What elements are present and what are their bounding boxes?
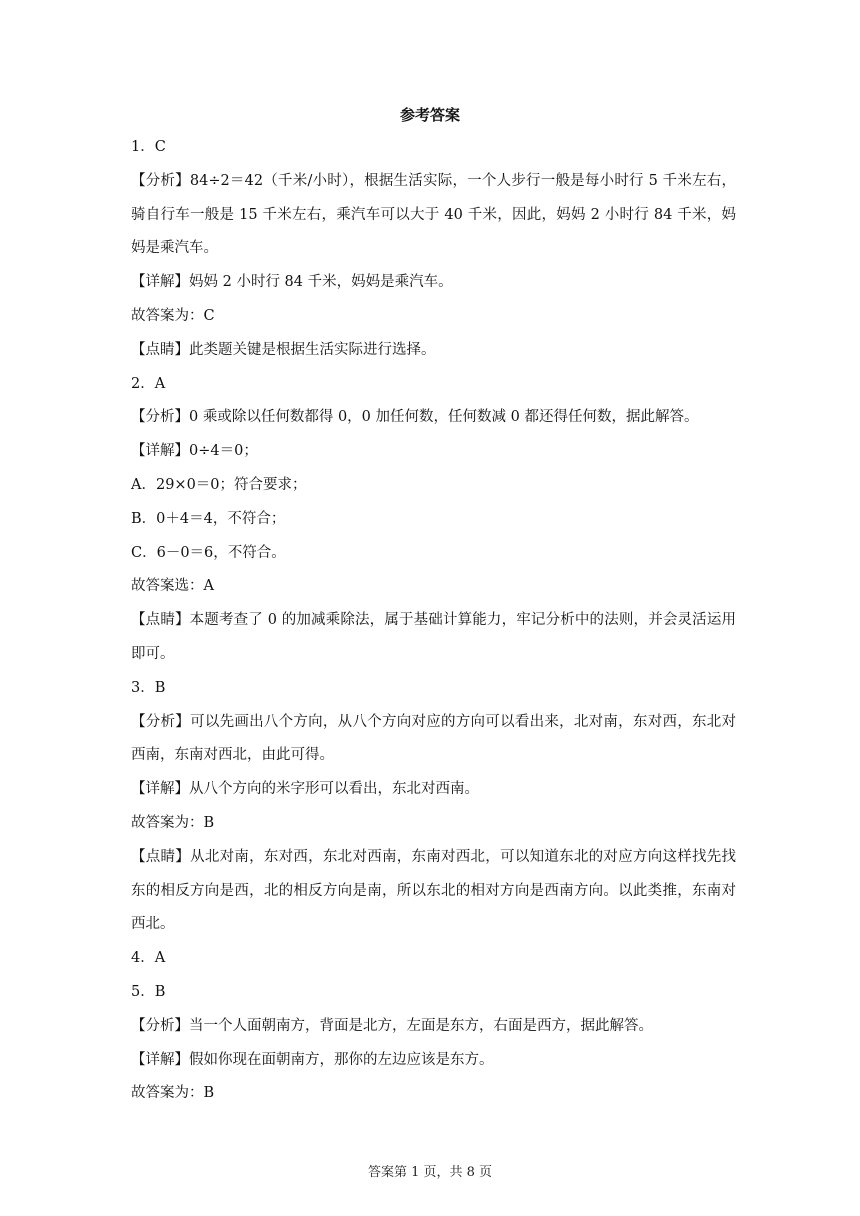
- comment-text: 此类题关键是根据生活实际进行选择。: [189, 341, 436, 358]
- analysis-text: 可以先画出八个方向，从八个方向对应的方向可以看出来，北对南，东对西，东北对西南，东南对西北，由此可得。: [131, 713, 737, 764]
- analysis-tag: 【分析】: [131, 713, 191, 730]
- analysis-text: 0 乘或除以任何数都得 0，0 加任何数，任何数减 0 都还得任何数，据此解答。: [189, 409, 699, 426]
- answer-3: [131, 672, 736, 942]
- answer-number: 5．B: [131, 983, 166, 1000]
- answer-2: [131, 368, 736, 672]
- final-answer: [131, 300, 736, 334]
- answer-content: [131, 131, 736, 1111]
- explanation: [131, 773, 736, 807]
- answer-number: 2．A: [131, 375, 166, 392]
- analysis: [131, 165, 736, 266]
- option-a-line: [131, 469, 736, 503]
- analysis: [131, 706, 736, 774]
- explanation: [131, 1044, 736, 1078]
- explanation-tag: 【详解】: [131, 1051, 189, 1068]
- comment-text: 本题考查了 0 的加减乘除法，属于基础计算能力，牢记分析中的法则，并会灵活运用即可。: [131, 612, 736, 662]
- option-c-line: [131, 537, 736, 571]
- final-answer: [131, 807, 736, 841]
- explanation-text: 0÷4＝0；: [189, 443, 258, 460]
- analysis-text: 当一个人面朝南方，背面是北方，左面是东方，右面是西方，据此解答。: [189, 1017, 653, 1034]
- final-answer-text: 故答案选：A: [131, 578, 214, 595]
- answer-1: [131, 131, 736, 368]
- analysis-text: 84÷2＝42（千米/小时），根据生活实际，一个人步行一般是每小时行 5 千米左右，骑自行车一般是 15 千米左右，乘汽车可以大于 40 千米，因此，妈妈 2 小时行 84 千米，妈妈是乘汽车。: [131, 172, 737, 257]
- page-footer: 答案第 1 页，共 8 页: [367, 1165, 493, 1180]
- final-answer-text: 故答案为：C: [131, 307, 215, 324]
- analysis-tag: 【分析】: [131, 172, 190, 189]
- explanation-tag: 【详解】: [131, 781, 189, 798]
- final-answer: [131, 570, 736, 604]
- option-a-text: A．29×0＝0；符合要求；: [131, 476, 307, 493]
- answer-number: 1．C: [131, 139, 166, 155]
- option-c-text: C．6－0＝6，不符合。: [131, 544, 286, 561]
- answer-5: [131, 976, 736, 1111]
- comment-tag: 【点睛】: [131, 341, 189, 358]
- comment-text: 从北对南，东对西，东北对西南，东南对西北，可以知道东北的对应方向这样找先找东的相反方向是西，北的相反方向是南，所以东北的相对方向是西南方向。以此类推，东南对西北。: [131, 848, 737, 933]
- option-b-text: B．0＋4＝4，不符合；: [131, 510, 286, 527]
- comment-tag: 【点睛】: [131, 848, 191, 865]
- final-answer-text: 故答案为：B: [131, 1085, 215, 1102]
- analysis: [131, 401, 736, 435]
- comment: [131, 334, 736, 368]
- page-title: 参考答案: [399, 106, 460, 124]
- analysis: [131, 1010, 736, 1044]
- explanation: [131, 435, 736, 469]
- answer-number: 4．A: [131, 950, 166, 967]
- answer-4: [131, 942, 736, 976]
- analysis-tag: 【分析】: [131, 1017, 189, 1034]
- comment-tag: 【点睛】: [131, 612, 190, 629]
- explanation-tag: 【详解】: [131, 274, 189, 291]
- answer-number: 3．B: [131, 679, 166, 696]
- comment: [131, 841, 736, 942]
- comment: [131, 604, 736, 672]
- explanation-text: 从八个方向的米字形可以看出，东北对西南。: [189, 781, 479, 798]
- final-answer: [131, 1077, 736, 1111]
- explanation: [131, 266, 736, 300]
- explanation-text: 妈妈 2 小时行 84 千米，妈妈是乘汽车。: [189, 274, 453, 291]
- explanation-tag: 【详解】: [131, 443, 189, 460]
- explanation-text: 假如你现在面朝南方，那你的左边应该是东方。: [189, 1051, 494, 1068]
- analysis-tag: 【分析】: [131, 409, 189, 426]
- final-answer-text: 故答案为：B: [131, 814, 215, 831]
- option-b-line: [131, 503, 736, 537]
